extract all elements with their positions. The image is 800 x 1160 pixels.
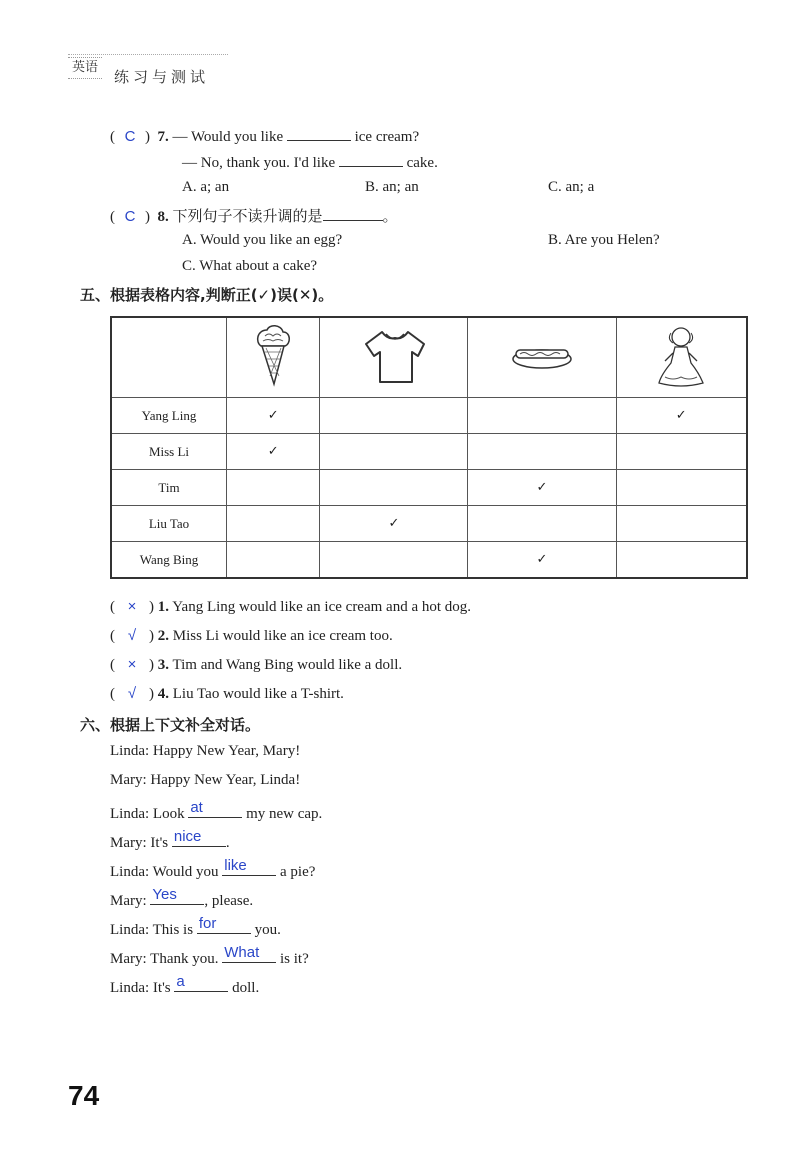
option-a: A. a; an bbox=[182, 179, 230, 195]
statement-4: ( √ ) 4. Liu Tao would like a T-shirt. bbox=[110, 685, 344, 702]
answer-blank: at bbox=[188, 801, 242, 818]
statement-2: ( √ ) 2. Miss Li would like an ice cream too. bbox=[110, 627, 393, 644]
ice-cream-icon bbox=[253, 324, 293, 388]
section-5-title: 五、根据表格内容,判断正(✓)误(✕)。 bbox=[80, 286, 334, 304]
t-shirt-cell bbox=[320, 317, 468, 398]
answer-blank: What bbox=[222, 946, 276, 963]
dialogue-line: Linda: Would you like a pie? bbox=[110, 857, 316, 880]
statement-3: ( × ) 3. Tim and Wang Bing would like a doll. bbox=[110, 656, 403, 673]
book-title: 练习与测试 bbox=[114, 68, 210, 86]
table-row: Miss Li ✓ bbox=[111, 434, 747, 470]
question-7: ( C ) 7. — Would you like ice cream? bbox=[110, 128, 420, 145]
dialogue-line: Linda: Look at my new cap. bbox=[110, 799, 323, 822]
empty-corner-cell bbox=[111, 317, 227, 398]
table-row: Liu Tao ✓ bbox=[111, 506, 747, 542]
doll-cell bbox=[616, 317, 747, 398]
blank bbox=[323, 206, 383, 221]
dialogue-line: Linda: This is for you. bbox=[110, 915, 281, 938]
page-number: 74 bbox=[68, 1080, 100, 1111]
option-c: C. What about a cake? bbox=[182, 258, 318, 274]
preference-table bbox=[110, 316, 748, 579]
answer-blank: Yes bbox=[150, 888, 204, 905]
blank bbox=[287, 126, 351, 141]
dialogue-line: Mary: It's nice . bbox=[110, 828, 230, 851]
hot-dog-icon bbox=[510, 341, 574, 371]
answer-3: × bbox=[127, 656, 137, 673]
dialogue-line: Mary: Thank you. What is it? bbox=[110, 944, 309, 967]
question-7-line2: — No, thank you. I'd like cake. bbox=[182, 152, 438, 172]
dialogue-line: Mary: Yes , please. bbox=[110, 886, 254, 909]
table-row: Tim ✓ bbox=[111, 470, 747, 506]
header-rule bbox=[68, 54, 228, 55]
hot-dog-cell bbox=[468, 317, 616, 398]
dialogue-line: Mary: Happy New Year, Linda! bbox=[110, 772, 301, 788]
table-row: Wang Bing ✓ bbox=[111, 542, 747, 579]
page-header bbox=[68, 54, 228, 94]
dialogue-line: Linda: Happy New Year, Mary! bbox=[110, 743, 301, 759]
table-header-row bbox=[111, 317, 747, 398]
answer-2: √ bbox=[127, 627, 137, 644]
option-c: C. an; a bbox=[548, 179, 595, 195]
answer-4: √ bbox=[127, 685, 137, 702]
option-b: B. Are you Helen? bbox=[548, 232, 660, 248]
answer-7: C bbox=[124, 128, 136, 145]
answer-1: × bbox=[127, 598, 137, 615]
answer-blank: a bbox=[174, 975, 228, 992]
option-b: B. an; an bbox=[365, 179, 419, 195]
answer-blank: for bbox=[197, 917, 251, 934]
t-shirt-icon bbox=[362, 326, 426, 386]
blank bbox=[339, 152, 403, 167]
answer-blank: like bbox=[222, 859, 276, 876]
question-number: 7. bbox=[157, 129, 169, 145]
section-6-title: 六、根据上下文补全对话。 bbox=[80, 716, 261, 734]
ice-cream-cell bbox=[227, 317, 320, 398]
dialogue-line: Linda: It's a doll. bbox=[110, 973, 260, 996]
question-number: 8. bbox=[157, 209, 169, 225]
answer-8: C bbox=[124, 208, 136, 225]
answer-blank: nice bbox=[172, 830, 226, 847]
subject-tag: 英语 bbox=[68, 57, 102, 79]
statement-1: ( × ) 1. Yang Ling would like an ice cream and a hot dog. bbox=[110, 598, 472, 615]
question-8: ( C ) 8. 下列句子不读升调的是 。 bbox=[110, 207, 398, 225]
doll-icon bbox=[653, 323, 709, 389]
option-a: A. Would you like an egg? bbox=[182, 232, 343, 248]
table-row: Yang Ling ✓ ✓ bbox=[111, 398, 747, 434]
